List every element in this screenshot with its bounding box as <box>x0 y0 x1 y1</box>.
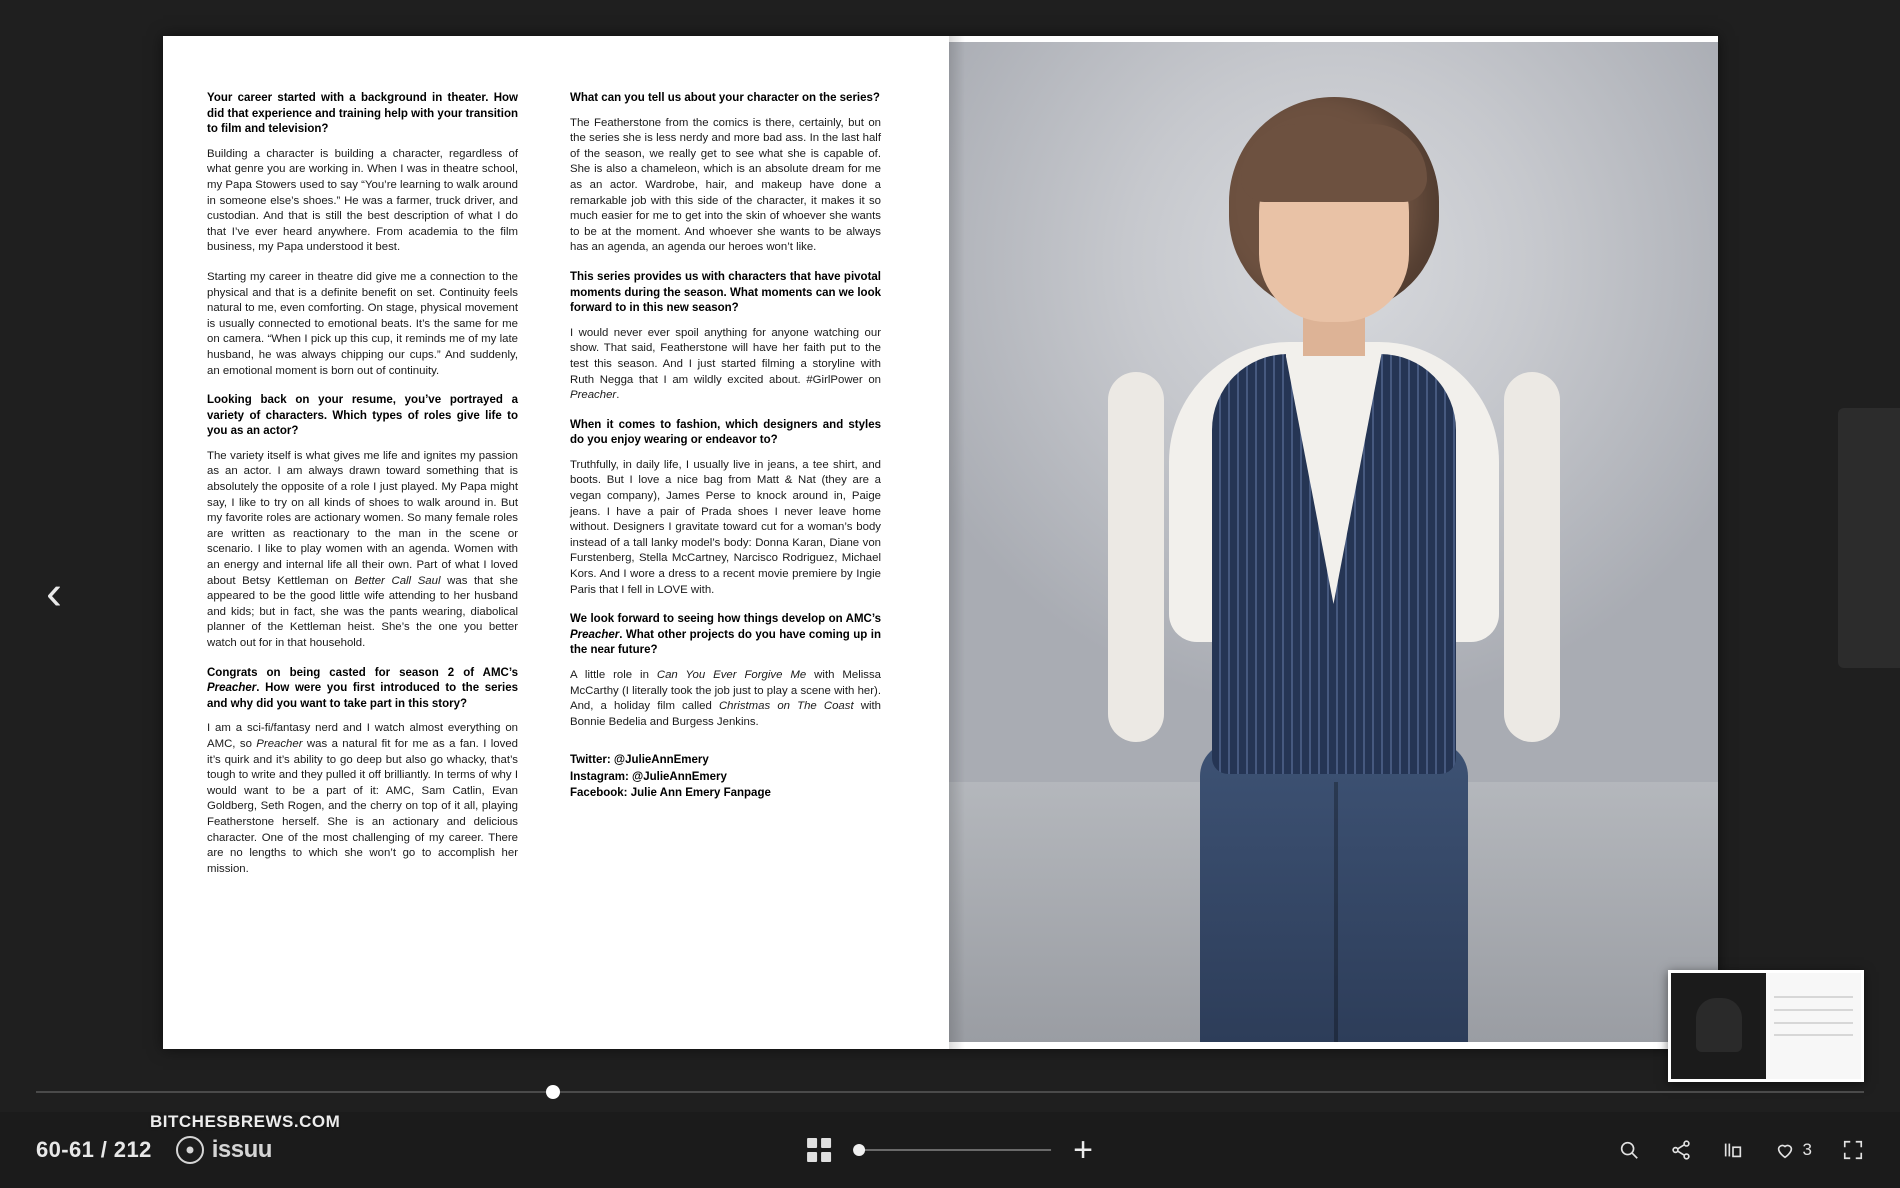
grid-view-icon[interactable] <box>807 1138 831 1162</box>
figure-fringe <box>1241 124 1427 202</box>
watermark: BITCHESBREWS.COM <box>150 1112 341 1131</box>
question: Looking back on your resume, you’ve portrayed a variety of characters. Which types of roles give life to you as an actor? <box>207 394 518 438</box>
column-one <box>207 91 518 1009</box>
answer: Starting my career in theatre did give me a connection to the physical and that is a definite benefit on set. Continuity feels natural to me, even comforting. On stage, physical movement is usually connected to emotional beats. It’s the same for me on camera. “When I pick up this cup, it reminds me of my late husband, he was always chipping our cups.” And suddenly, an emotional moment is born out of continuity. <box>207 270 518 377</box>
figure-arm-left <box>1108 372 1164 742</box>
thumbnail-page-left <box>1671 973 1766 1079</box>
zoom-in-icon[interactable]: + <box>1073 1131 1093 1169</box>
fullscreen-icon[interactable] <box>1842 1139 1864 1161</box>
scrubber-track[interactable] <box>36 1091 1864 1093</box>
issuu-mark-icon <box>176 1136 204 1164</box>
answer: The variety itself is what gives me life and ignites my passion as an actor. I am always drawn toward something that is absolutely the opposite of a role I just played. My Papa might say, I like to try on all kinds of shoes to walk around in. But my favorite roles are actionary women. So many female roles are written as reactionary to the man in the scene or scenario. I like to play women with an agenda. Women with an energy and internal life all their own. Part of what I loved about Betsy Kettleman on Better Call Saul was that she appeared to be the good little wife attending to her husband and kids; but in fact, she was the pants wearing, diabolical planner of the Kettleman heist. She’s the one you better watch out for in that household. <box>207 449 519 649</box>
question: What can you tell us about your character on the series? <box>570 92 880 104</box>
page-right <box>949 36 1718 1049</box>
zoom-slider-track[interactable] <box>863 1149 1051 1151</box>
question: Your career started with a background in theater. How did that experience and training help with your transition to film and television? <box>207 92 518 136</box>
answer: Building a character is building a character, regardless of what genre you are working in. When I was in theatre school, my Papa Stowers used to say “You’re learning to walk around in someone else’s shoes.” He was a farmer, truck driver, and custodian. And that is still the best description of what I do that I’ve ever heard anywhere. From academia to the film business, my Papa understood it best. <box>207 147 518 254</box>
thumbnail-page-right <box>1766 973 1861 1079</box>
right-tools <box>1618 1139 1864 1161</box>
like-button[interactable] <box>1774 1139 1812 1161</box>
bottom-toolbar <box>0 1112 1900 1188</box>
share-icon[interactable] <box>1670 1139 1692 1161</box>
question: When it comes to fashion, which designers and styles do you enjoy wearing or endeavor to? <box>570 418 881 447</box>
figure-arm-right <box>1504 372 1560 742</box>
side-panel-handle[interactable] <box>1838 408 1900 668</box>
figure-jeans <box>1200 742 1468 1042</box>
scrubber-handle[interactable] <box>546 1085 560 1099</box>
page-spread[interactable] <box>163 36 1718 1049</box>
thumbnail-figure <box>1696 998 1742 1052</box>
page-thumbnail-preview[interactable] <box>1668 970 1864 1082</box>
answer: I am a sci-fi/fantasy nerd and I watch almost everything on AMC, so Preacher was a natural fit for me as a fan. I loved it’s quirk and it’s ability to go deep but also go whacky, that’s tough to write and they pulled it off brilliantly. In terms of why I would want to be a part of it: AMC, Sam Catlin, Evan Goldberg, Seth Rogen, and the cherry on top of it all, playing Featherstone herself. She is an actionary and delicious character. One of the most challenging of my career. There are no lengths to which she won’t go to accomplish her mission. <box>207 722 518 875</box>
like-count: 3 <box>1802 1140 1812 1159</box>
page-indicator: 60-61 / 212 <box>36 1137 152 1162</box>
search-icon[interactable] <box>1618 1139 1640 1161</box>
previous-page-button[interactable]: ‹ <box>46 567 62 620</box>
answer: The Featherstone from the comics is there, certainly, but on the series she is less nerdy and more bad ass. In the last half of the season, we really get to see what she is capable of. She is also a chameleon, which is an absolute dream for me as an actor. Wardrobe, hair, and makeup have done a remarkable job with this side of the character, it makes it so much easier for me to get into the skin of whoever she wants to be at the moment. And whoever she wants to be always has an agenda, an agenda our heroes won’t like. <box>570 116 881 254</box>
question: This series provides us with characters that have pivotal moments during the season. What moments can we look forward to in this new season? <box>570 270 881 315</box>
zoom-slider[interactable] <box>853 1140 1051 1160</box>
question: Congrats on being casted for season 2 of AMC’s Preacher. How were you first introduced to the series and why did you want to take part in this story? <box>207 666 518 710</box>
answer: Truthfully, in daily life, I usually live in jeans, a tee shirt, and boots. But I love a nice bag from Matt & Nat (they are a vegan company), James Perse to knock around in, Paige jeans. I have a pair of Prada shoes I never leave home without. Designers I gravitate toward cut for a woman’s body instead of a tall lanky model’s body: Donna Karan, Diane von Furstenberg, Stella McCartney, Narcisco Rodriguez, Michael Kors. And I wore a dress to a recent movie premiere by Ingie Paris that I fell in LOVE with. <box>570 458 881 596</box>
social-handles <box>570 752 881 802</box>
page-scrubber[interactable] <box>0 1072 1900 1112</box>
center-tools <box>807 1131 1093 1169</box>
text-columns <box>207 91 905 1009</box>
answer: A little role in Can You Ever Forgive Me with Melissa McCarthy (I literally took the job just to play a scene with her). And, a holiday film called Christmas on The Coast with Bonnie Bedelia and Burgess Jenkins. <box>570 669 882 728</box>
zoom-slider-handle[interactable] <box>853 1144 865 1156</box>
thumbnail-inner <box>1671 973 1861 1079</box>
answer: I would never ever spoil anything for anyone watching our show. That said, Featherstone will have her faith put to the test this season. And I just started filming a storyline with Ruth Negga that I am wildly excited about. #GirlPower on Preacher. <box>570 326 881 402</box>
instagram-handle: Instagram: @JulieAnnEmery <box>570 770 727 783</box>
issuu-logo[interactable] <box>176 1136 272 1164</box>
text-view-icon[interactable] <box>1722 1139 1744 1161</box>
facebook-handle: Facebook: Julie Ann Emery Fanpage <box>570 787 771 800</box>
page-left <box>163 36 949 1049</box>
column-two <box>570 91 881 1009</box>
portrait-photo <box>949 42 1718 1042</box>
question: We look forward to seeing how things develop on AMC’s Preacher. What other projects do you have coming up in the near future? <box>570 613 881 657</box>
issuu-wordmark: issuu <box>211 1136 272 1163</box>
twitter-handle: Twitter: @JulieAnnEmery <box>570 754 709 767</box>
